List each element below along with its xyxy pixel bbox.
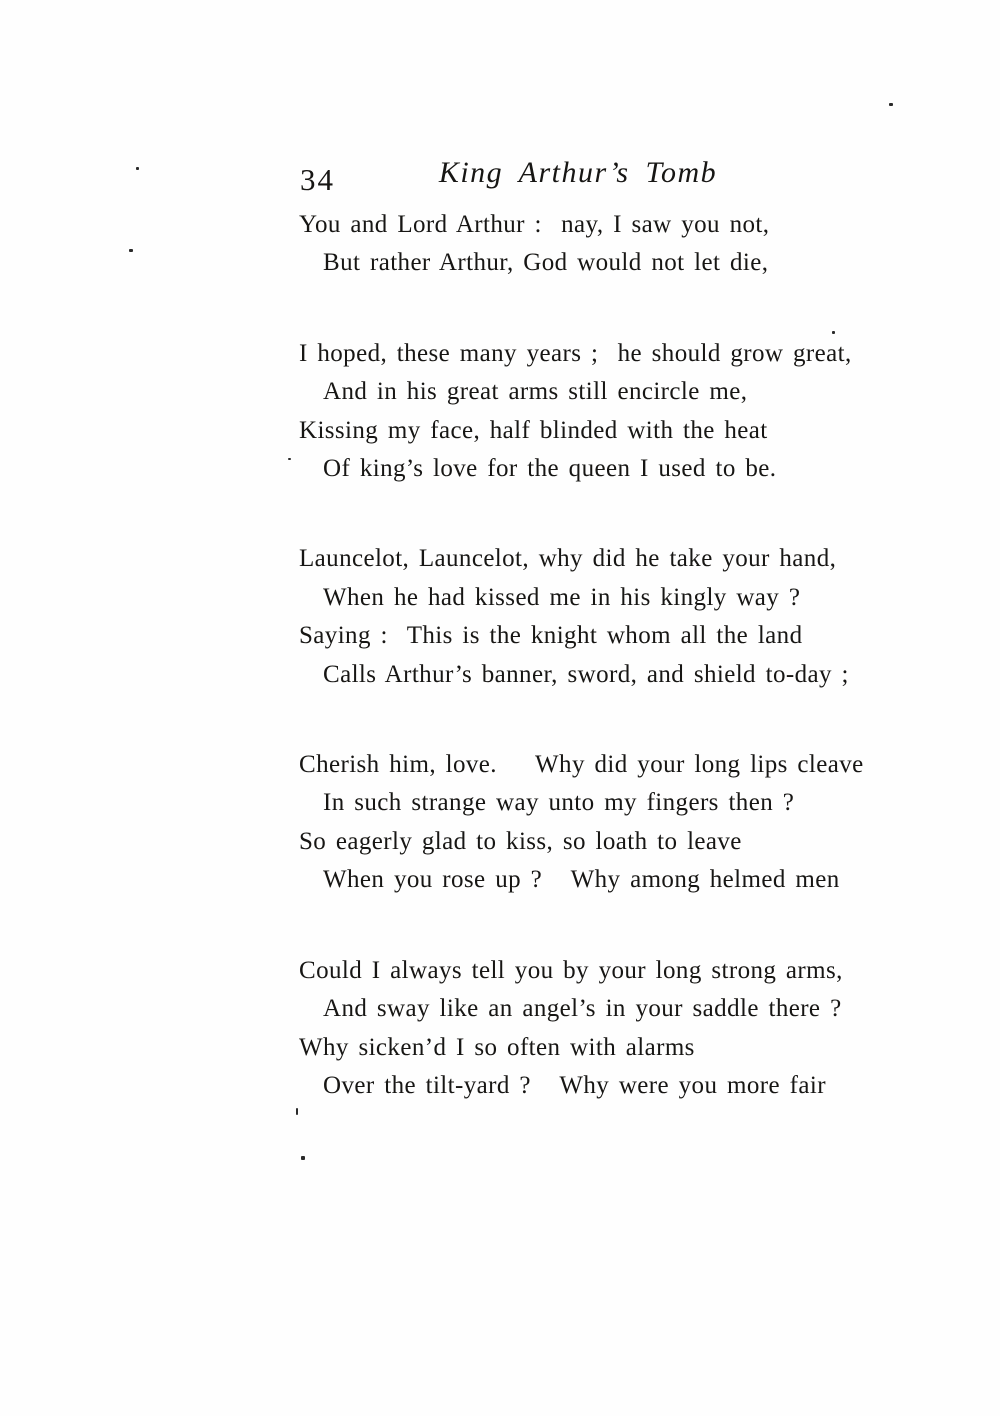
poem-line: Could I always tell you by your long strong arms, <box>299 956 843 984</box>
scan-speck <box>288 458 291 460</box>
poem-line: Over the tilt-yard ? Why were you more fair <box>323 1071 826 1099</box>
stanza <box>299 206 939 283</box>
poem-line: You and Lord Arthur : nay, I saw you not, <box>299 211 770 238</box>
poem-line: Saying : This is the knight whom all the land <box>299 622 803 650</box>
stanza <box>299 952 939 1106</box>
poem-line: When he had kissed me in his kingly way ? <box>323 583 801 611</box>
poem-line: Of king’s love for the queen I used to be. <box>323 455 777 483</box>
poem-line: I hoped, these many years ; he should grow great, <box>299 339 852 367</box>
scan-speck <box>296 1108 298 1115</box>
poem-line: Kissing my face, half blinded with the heat <box>299 416 768 444</box>
poem-body <box>299 206 939 1157</box>
scan-speck <box>129 249 133 252</box>
poem-line: Calls Arthur’s banner, sword, and shield to-day ; <box>323 660 849 688</box>
poem-line: Launcelot, Launcelot, why did he take your hand, <box>299 545 837 573</box>
scan-speck <box>301 1156 305 1160</box>
poem-line: So eagerly glad to kiss, so loath to leave <box>299 827 742 855</box>
stanza <box>299 540 939 694</box>
page-number: 34 <box>300 162 335 197</box>
scan-speck <box>889 103 893 106</box>
running-title: King Arthur’s Tomb <box>438 156 718 189</box>
poem-line: Cherish him, love. Why did your long lips cleave <box>299 751 864 779</box>
poem-line: But rather Arthur, God would not let die, <box>323 249 769 277</box>
poem-line: And sway like an angel’s in your saddle there ? <box>323 995 842 1023</box>
stanza <box>299 746 939 900</box>
poem-line: When you rose up ? Why among helmed men <box>323 866 840 894</box>
scan-speck <box>136 167 139 170</box>
stanza <box>299 335 939 489</box>
poem-line: And in his great arms still encircle me, <box>323 378 748 406</box>
poem-line: In such strange way unto my fingers then ? <box>323 789 795 817</box>
poem-line: Why sicken’d I so often with alarms <box>299 1033 695 1061</box>
page-header <box>300 156 856 200</box>
scan-speck <box>832 331 835 334</box>
